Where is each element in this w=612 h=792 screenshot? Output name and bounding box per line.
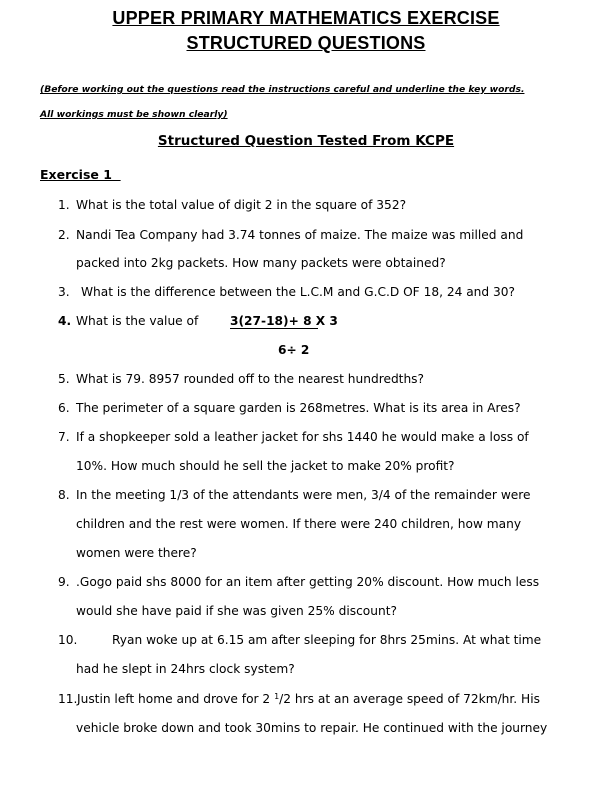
question-3-text: What is the difference between the L.C.M and G.C.D OF 18, 24 and 30? (81, 285, 515, 299)
q11-fraction-sub: /2 (279, 692, 292, 706)
question-4-numerator (230, 314, 380, 331)
page-subtitle: STRUCTURED QUESTIONS (186, 33, 426, 53)
question-4-denominator: 6÷ 2 (278, 343, 310, 357)
instructions-line-1: (Before working out the questions read the instructions careful and underline the key words. (40, 84, 525, 95)
question-11-number: 11. (58, 692, 78, 706)
question-7-text-cont: 10%. How much should he sell the jacket to make 20% profit? (76, 459, 455, 473)
question-8-text: In the meeting 1/3 of the attendants were men, 3/4 of the remainder were (76, 488, 531, 502)
question-10-text-cont: had he slept in 24hrs clock system? (76, 662, 295, 676)
question-1-text: What is the total value of digit 2 in the square of 352? (76, 198, 407, 212)
numerator-expression: 3(27-18) (230, 314, 289, 328)
section-title: Structured Question Tested From KCPE (157, 133, 455, 149)
question-4-number: 4. (58, 314, 72, 328)
page-title: UPPER PRIMARY MATHEMATICS EXERCISE (112, 8, 500, 28)
question-4-text: What is the value of (76, 314, 199, 328)
question-1-number: 1. (58, 198, 70, 212)
question-8-text-cont: children and the rest were women. If there were 240 children, how many (76, 517, 522, 531)
q11-text-b: hrs at an average speed of 72km/hr. His (291, 692, 540, 706)
question-8-number: 8. (58, 488, 70, 502)
question-10-number: 10. (58, 633, 78, 647)
question-11-text-cont: vehicle broke down and took 30mins to repair. He continued with the journey (76, 721, 548, 735)
question-6-text: The perimeter of a square garden is 268metres. What is its area in Ares? (76, 401, 521, 415)
question-5-number: 5. (58, 372, 70, 386)
q11-fraction-sup: 1 (274, 692, 280, 701)
question-9-number: 9. (58, 575, 70, 589)
question-9-text-cont: would she have paid if she was given 25% discount? (76, 604, 397, 618)
fraction-bar (230, 328, 318, 329)
numerator-tail: + 8 X 3 (288, 314, 338, 328)
question-8-text-cont-2: women were there? (76, 546, 197, 560)
question-7-text: If a shopkeeper sold a leather jacket for shs 1440 he would make a loss of (76, 430, 529, 444)
exercise-label: Exercise 1 (40, 167, 121, 182)
q11-text-a: Justin left home and drove for 2 (77, 692, 275, 706)
question-7-number: 7. (58, 430, 70, 444)
question-9-text: .Gogo paid shs 8000 for an item after getting 20% discount. How much less (76, 575, 540, 589)
question-11-text (77, 692, 540, 706)
question-2-number: 2. (58, 228, 70, 242)
instructions-line-2: All workings must be shown clearly) (40, 109, 228, 120)
question-2-text: Nandi Tea Company had 3.74 tonnes of maize. The maize was milled and (76, 228, 524, 242)
question-10-text: Ryan woke up at 6.15 am after sleeping for 8hrs 25mins. At what time (112, 633, 542, 647)
question-3-number: 3. (58, 285, 70, 299)
question-5-text: What is 79. 8957 rounded off to the nearest hundredths? (76, 372, 424, 386)
question-2-text-cont: packed into 2kg packets. How many packets were obtained? (76, 256, 446, 270)
question-6-number: 6. (58, 401, 70, 415)
